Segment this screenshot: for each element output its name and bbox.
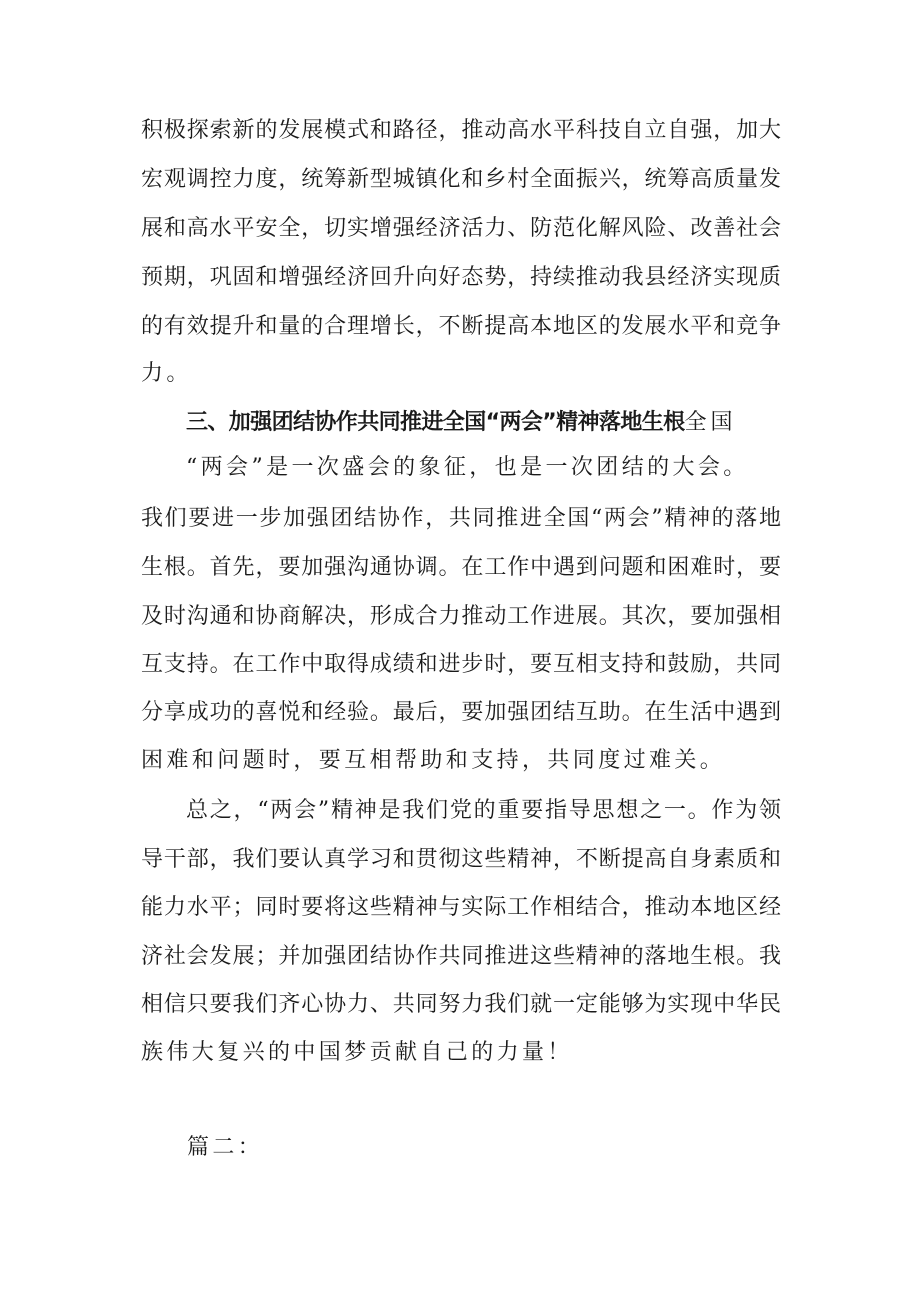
- conclusion-line: 总之，“两会”精神是我们党的重要指导思想之一。作为领: [186, 798, 781, 823]
- section-heading-title: 三、加强团结协作共同推进全国“两会”精神落地生根: [186, 410, 685, 435]
- conclusion-line: 导干部，我们要认真学习和贯彻这些精神，不断提高自身素质和: [141, 847, 781, 872]
- section-3-line: 分享成功的喜悦和经验。最后，要加强团结互助。在生活中遇到: [141, 700, 781, 725]
- section-3-line: 困难和问题时，要互相帮助和支持，共同度过难关。: [141, 748, 726, 773]
- conclusion-line: 能力水平；同时要将这些精神与实际工作相结合，推动本地区经: [141, 895, 781, 920]
- section-3-line: 互支持。在工作中取得成绩和进步时，要互相支持和鼓励，共同: [141, 652, 781, 677]
- paragraph-1-line: 的有效提升和量的合理增长，不断提高本地区的发展水平和竞争: [141, 314, 781, 339]
- paragraph-1-line: 积极探索新的发展模式和路径，推动高水平科技自立自强，加大: [141, 118, 781, 143]
- paragraph-1-line: 宏观调控力度，统筹新型城镇化和乡村全面振兴，统筹高质量发: [141, 167, 781, 192]
- paragraph-1-line: 展和高水平安全，切实增强经济活力、防范化解风险、改善社会: [141, 216, 781, 241]
- section-3-line: 生根。首先，要加强沟通协调。在工作中遇到问题和困难时，要: [141, 555, 781, 580]
- paragraph-1-line: 预期，巩固和增强经济回升向好态势，持续推动我县经济实现质: [141, 265, 781, 290]
- section-3-line: 我们要进一步加强团结协作，共同推进全国“两会”精神的落地: [141, 506, 781, 531]
- section-3-line: “两会”是一次盛会的象征，也是一次团结的大会。: [186, 455, 749, 480]
- next-section-label: 篇二：: [187, 1135, 264, 1160]
- conclusion-line: 相信只要我们齐心协力、共同努力我们就一定能够为实现中华民: [141, 992, 781, 1017]
- section-heading: [186, 403, 737, 443]
- section-3-line: 及时沟通和协商解决，形成合力推动工作进展。其次，要加强相: [141, 604, 781, 629]
- conclusion-line: 济社会发展；并加强团结协作共同推进这些精神的落地生根。我: [141, 944, 781, 969]
- conclusion-line: 族伟大复兴的中国梦贡献自己的力量！: [141, 1040, 573, 1065]
- paragraph-1-line: 力。: [141, 361, 192, 386]
- section-heading-tail: 全国: [684, 410, 737, 435]
